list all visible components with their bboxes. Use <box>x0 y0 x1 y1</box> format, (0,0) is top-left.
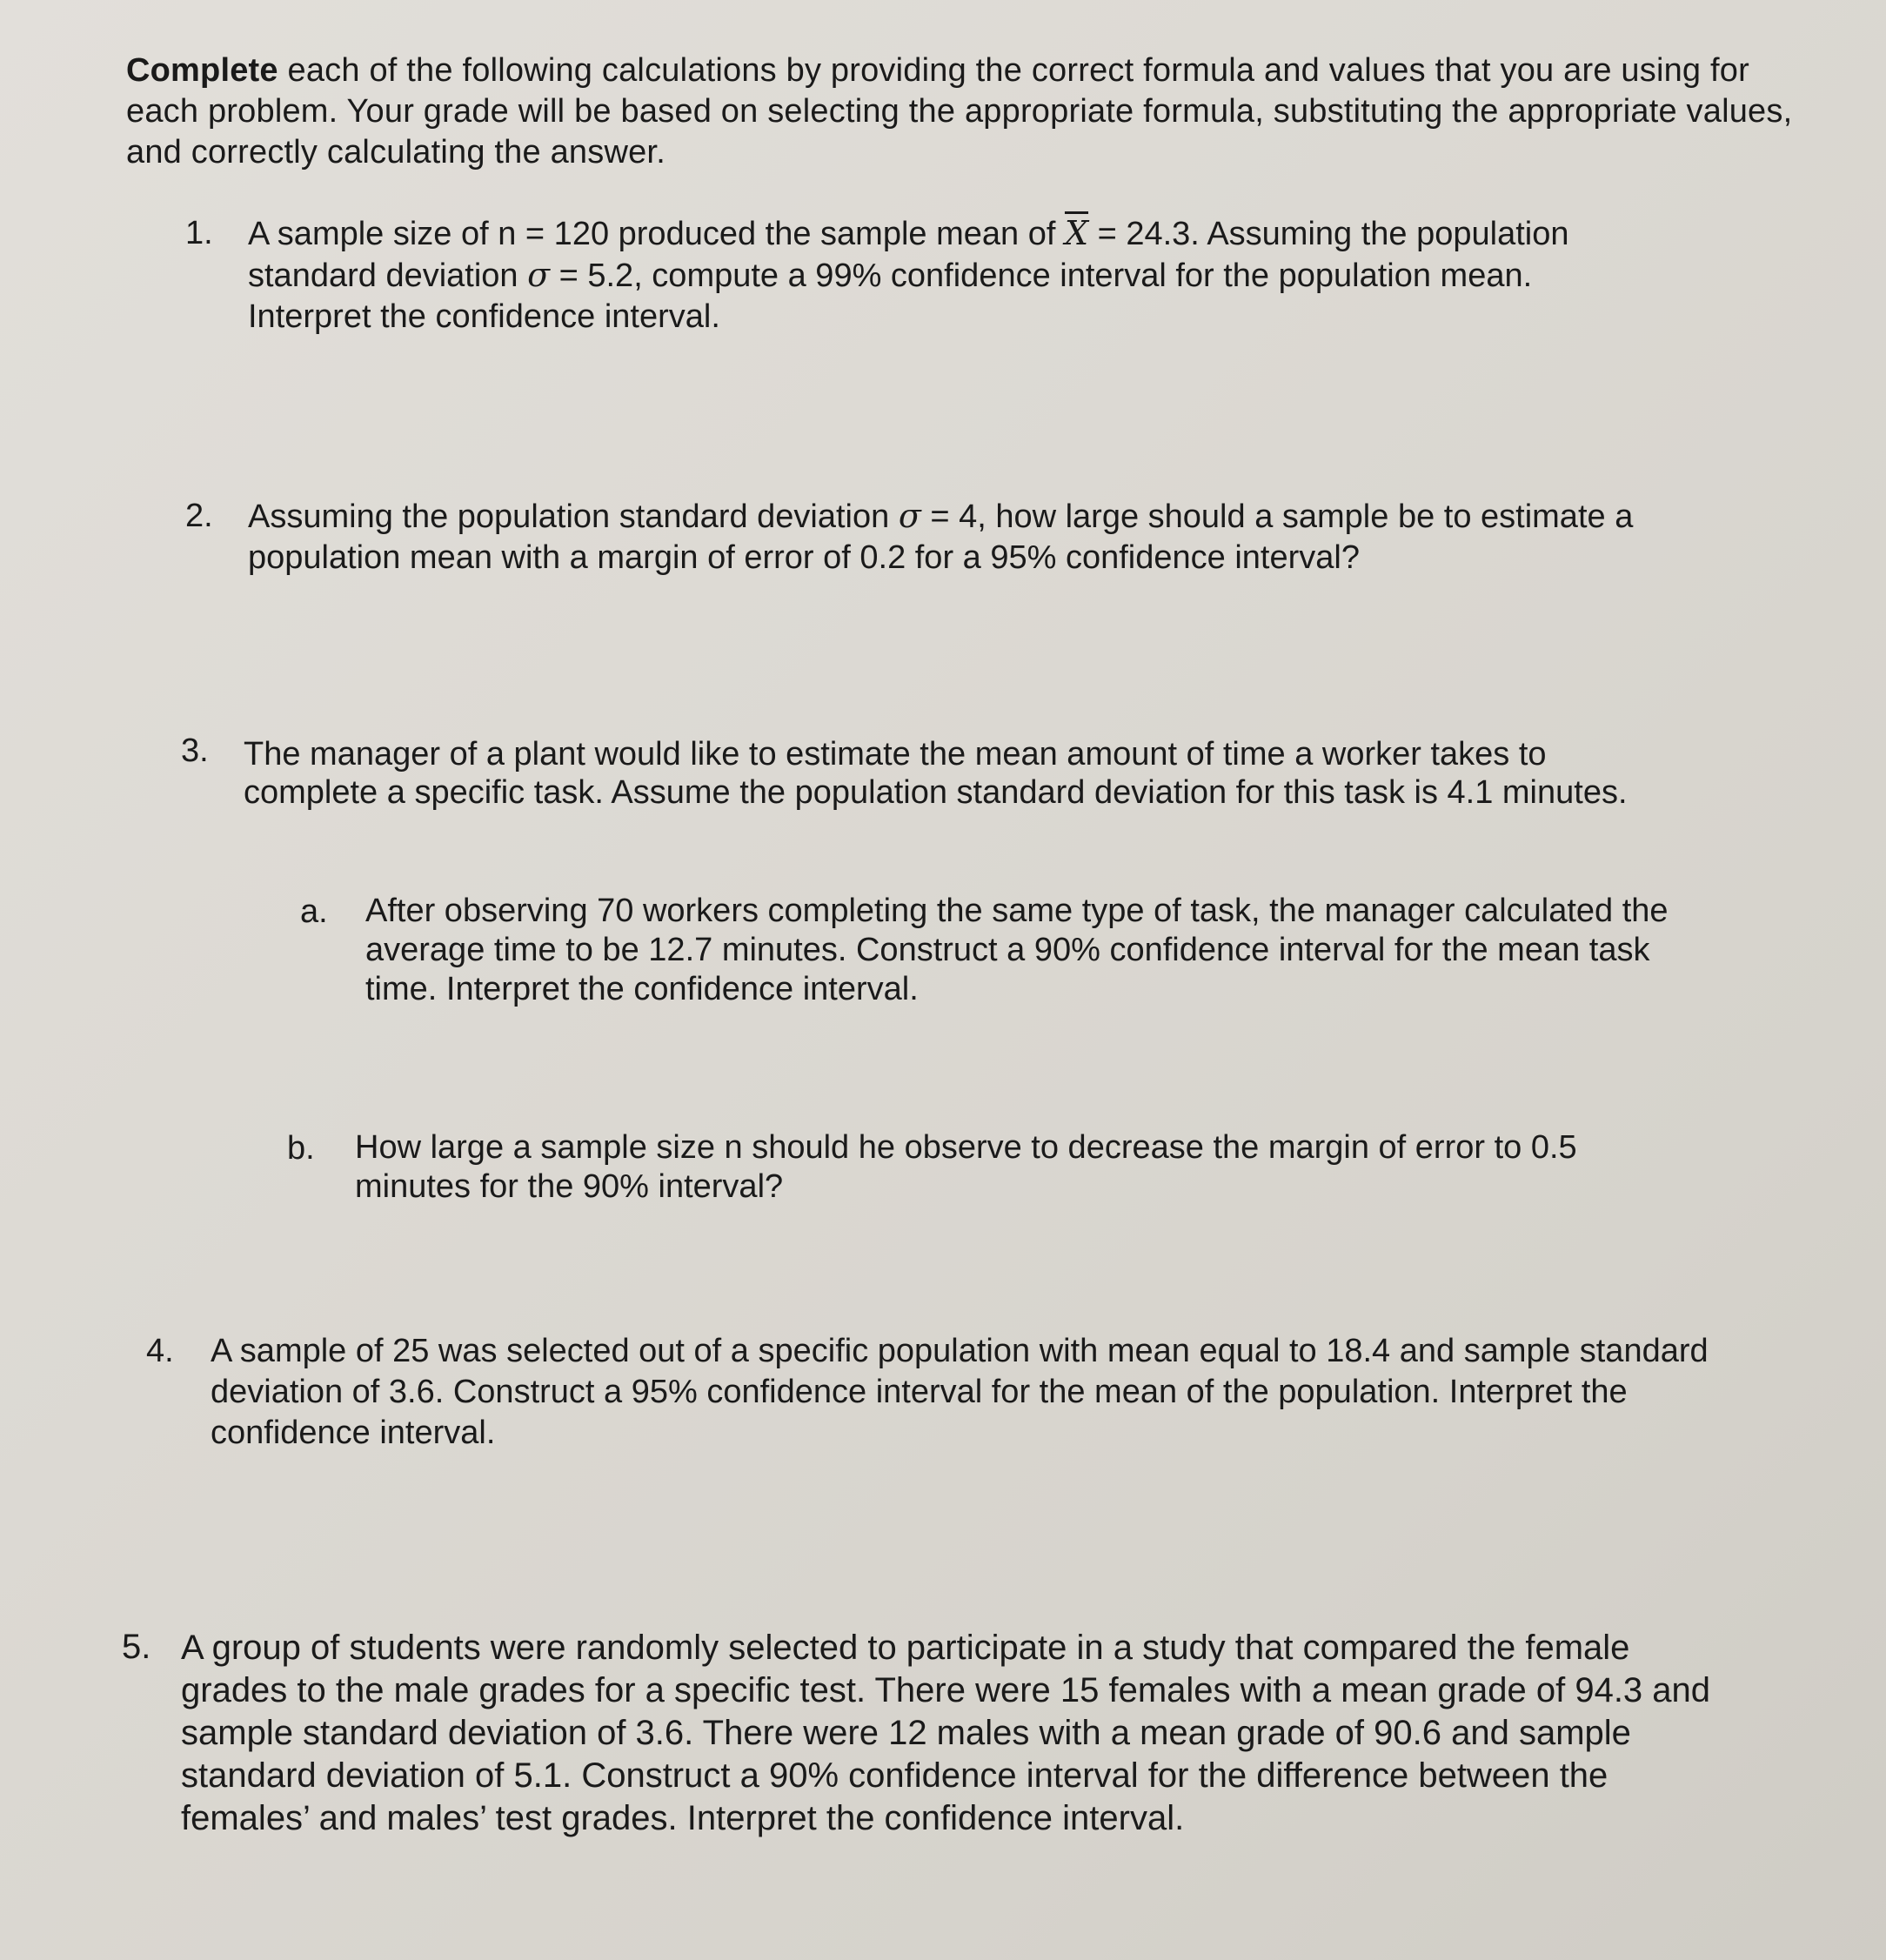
question-3-text: The manager of a plant would like to estimate the mean amount of time a worker takes to complete a specific task. Assume the population standard deviation for this task is 4.1 minutes. <box>244 736 1628 811</box>
sample-mean-symbol: $\overline{X}$ <box>1064 214 1089 252</box>
question-4-text: A sample of 25 was selected out of a specific population with mean equal to 18.4 and sample standard deviation of 3.6. Construct a 95% confidence interval for the mean of the population. Interpret the confidence interval. <box>211 1333 1709 1451</box>
question-5-number: 5. <box>122 1628 151 1666</box>
question-1-text <box>248 213 1657 338</box>
instructions-lead-word: Complete <box>126 52 278 89</box>
question-3-number: 3. <box>181 732 209 769</box>
question-1-text-part2: = 24.3. Assuming the population standard deviation <box>248 216 1569 294</box>
question-3a-text: After observing 70 workers completing the same type of task, the manager calculated the average time to be 12.7 minutes. Construct a 90% confidence interval for the mean task time. Interpret the confidence interval. <box>365 893 1669 1007</box>
question-1-text-part1: A sample size of n = 120 produced the sample mean of <box>248 216 1065 252</box>
question-2-text-part2: = 4, how large should a sample be to estimate a population mean with a margin of error of 0.2 for a 95% confidence interval? <box>248 498 1634 576</box>
question-2-text <box>248 496 1683 579</box>
question-2-number: 2. <box>185 498 213 534</box>
instructions-text: each of the following calculations by providing the correct formula and values that you are using for each problem. Your grade will be based on selecting the appropriate formula, substituting the appropriate values, and correctly calculating the answer. <box>126 52 1793 171</box>
question-3a-label: a. <box>300 893 328 930</box>
question-1-number: 1. <box>185 215 213 251</box>
question-2-text-part1: Assuming the population standard deviation <box>248 498 899 535</box>
question-3b-text: How large a sample size n should he observe to decrease the margin of error to 0.5 minutes for the 90% interval? <box>355 1129 1577 1205</box>
question-4-number: 4. <box>146 1333 174 1369</box>
sigma-symbol: σ <box>898 497 921 535</box>
question-1-text-part3: = 5.2, compute a 99% confidence interval for the population mean. Interpret the confidence interval. <box>248 258 1533 335</box>
question-3b-label: b. <box>287 1130 315 1167</box>
instructions-paragraph <box>126 50 1822 173</box>
sigma-symbol: σ <box>527 256 551 294</box>
question-5-text: A group of students were randomly selected to participate in a study that compared the female grades to the male grades for a specific test. There were 15 females with a mean grade of 94.3 and sample standard deviation of 3.6. There were 12 males with a mean grade of 90.6 and sample standard deviation of 5.1. Construct a 90% confidence interval for the difference between the females’ and males’ test grades. Interpret the confidence interval. <box>181 1629 1711 1837</box>
